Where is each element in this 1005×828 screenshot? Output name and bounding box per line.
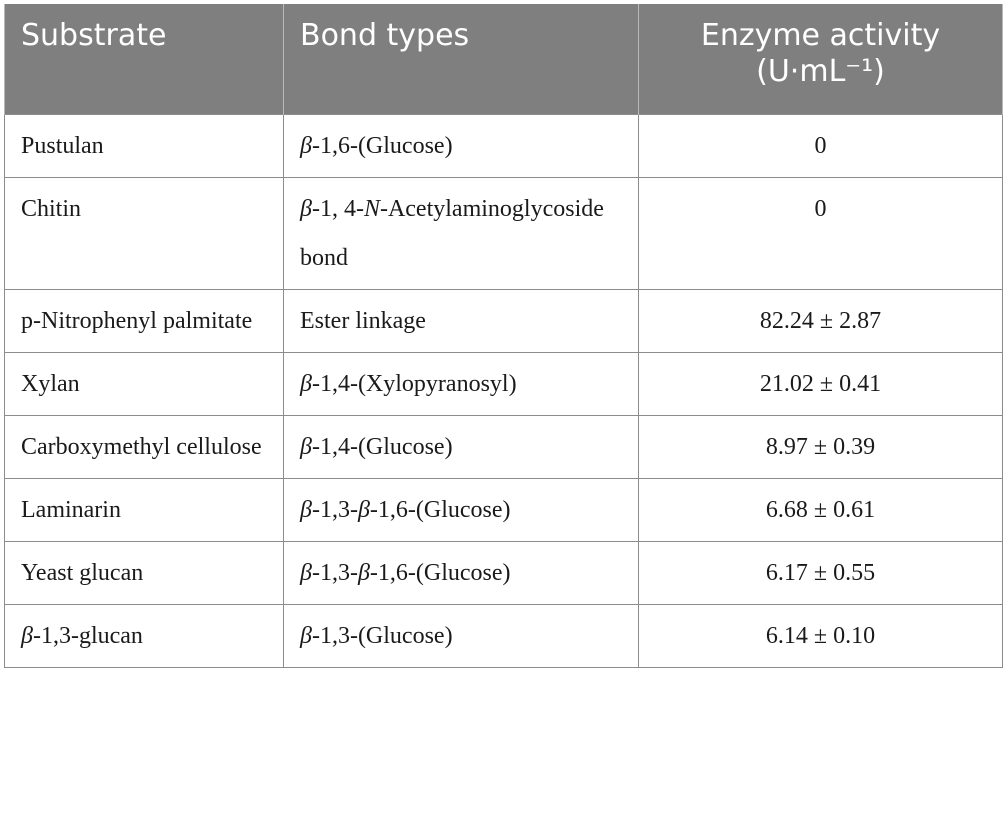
- bond-cell: β-1, 4-N-Acetylaminoglycoside bond: [284, 177, 639, 289]
- table-row: [5, 114, 1003, 177]
- header-bond-types: Bond types: [284, 4, 639, 114]
- substrate-cell: β-1,3-glucan: [5, 604, 284, 667]
- bond-cell: β-1,3-(Glucose): [284, 604, 639, 667]
- table-row: [5, 289, 1003, 352]
- table-row: [5, 541, 1003, 604]
- activity-cell: 0: [639, 177, 1003, 289]
- header-row: [5, 4, 1003, 114]
- table-row: [5, 604, 1003, 667]
- activity-cell: 6.17 ± 0.55: [639, 541, 1003, 604]
- table-row: [5, 478, 1003, 541]
- table-header: [5, 4, 1003, 114]
- bond-cell: β-1,4-(Glucose): [284, 415, 639, 478]
- bond-cell: β-1,6-(Glucose): [284, 114, 639, 177]
- substrate-cell: Laminarin: [5, 478, 284, 541]
- bond-cell: β-1,3-β-1,6-(Glucose): [284, 478, 639, 541]
- activity-cell: 21.02 ± 0.41: [639, 352, 1003, 415]
- activity-cell: 0: [639, 114, 1003, 177]
- table-row: [5, 352, 1003, 415]
- activity-cell: 8.97 ± 0.39: [639, 415, 1003, 478]
- header-substrate: Substrate: [5, 4, 284, 114]
- substrate-cell: Yeast glucan: [5, 541, 284, 604]
- table-body: [5, 114, 1003, 667]
- header-enzyme-activity-unit: (U·mL⁻¹): [756, 54, 885, 89]
- activity-cell: 82.24 ± 2.87: [639, 289, 1003, 352]
- bond-cell: Ester linkage: [284, 289, 639, 352]
- substrate-cell: Chitin: [5, 177, 284, 289]
- substrate-cell: p-Nitrophenyl palmitate: [5, 289, 284, 352]
- header-enzyme-activity-label: Enzyme activity: [700, 18, 941, 53]
- header-enzyme-activity: [639, 4, 1003, 114]
- substrate-cell: Xylan: [5, 352, 284, 415]
- substrate-cell: Pustulan: [5, 114, 284, 177]
- bond-cell: β-1,3-β-1,6-(Glucose): [284, 541, 639, 604]
- activity-cell: 6.14 ± 0.10: [639, 604, 1003, 667]
- substrate-cell: Carboxymethyl cellulose: [5, 415, 284, 478]
- bond-cell: β-1,4-(Xylopyranosyl): [284, 352, 639, 415]
- activity-cell: 6.68 ± 0.61: [639, 478, 1003, 541]
- substrate-specificity-table: [4, 4, 1003, 668]
- table-row: [5, 177, 1003, 289]
- table-row: [5, 415, 1003, 478]
